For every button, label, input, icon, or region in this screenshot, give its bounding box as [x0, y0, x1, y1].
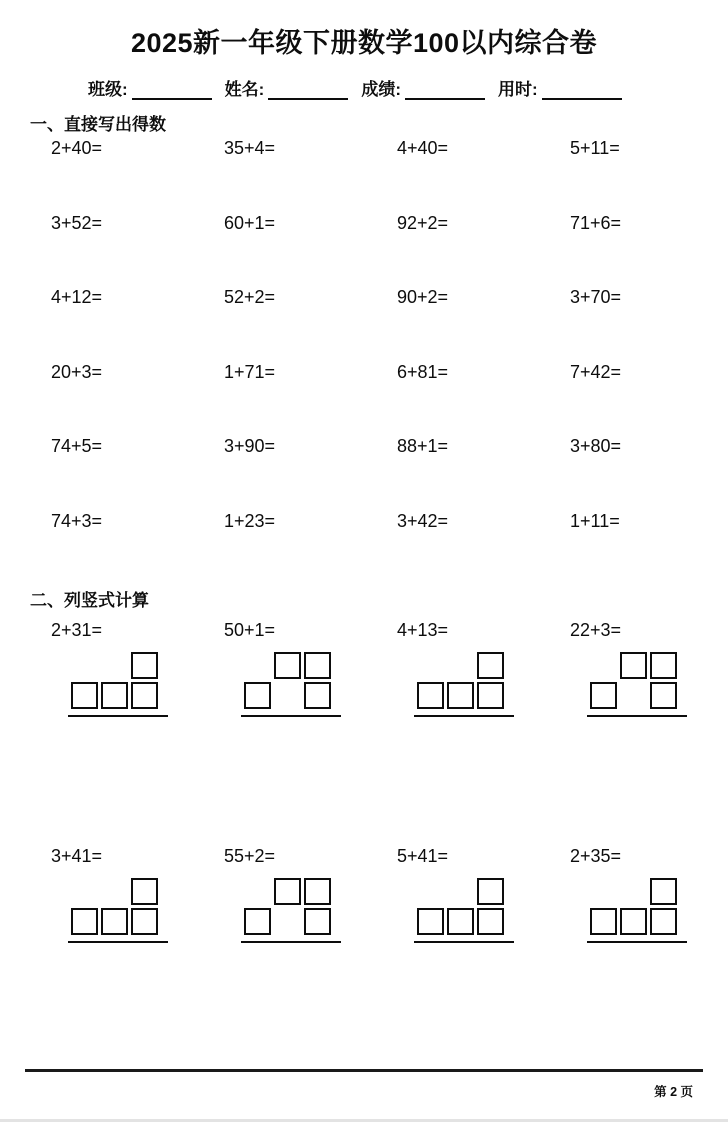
digit-box — [101, 908, 128, 935]
arithmetic-problem: 60+1= — [224, 212, 276, 233]
vertical-problem-label: 3+41= — [51, 846, 103, 866]
digit-box — [447, 682, 474, 709]
top-box-row — [244, 878, 397, 905]
vertical-form-problem — [397, 846, 570, 1072]
arithmetic-problem: 88+1= — [397, 436, 449, 457]
arithmetic-problem: 3+90= — [224, 436, 276, 457]
arithmetic-problem: 3+52= — [51, 212, 103, 233]
digit-box — [650, 682, 677, 709]
digit-box — [620, 652, 647, 679]
vertical-form-problem — [224, 620, 397, 846]
answer-boxes — [244, 652, 397, 709]
digit-box — [650, 878, 677, 905]
field-label: 姓名: — [224, 80, 265, 99]
top-box-row — [71, 878, 224, 905]
vertical-form-problem — [224, 846, 397, 1072]
vertical-form-problem — [51, 846, 224, 1072]
section1-heading: 一、直接写出得数 — [30, 115, 166, 134]
vertical-problem-label: 4+13= — [397, 620, 449, 640]
arithmetic-problem: 90+2= — [397, 287, 449, 308]
answer-boxes — [417, 878, 570, 935]
digit-box — [447, 908, 474, 935]
digit-box — [71, 682, 98, 709]
digit-box — [477, 652, 504, 679]
digit-box — [477, 908, 504, 935]
digit-box — [244, 908, 271, 935]
vertical-problem-label: 2+35= — [570, 846, 622, 866]
bottom-box-row — [590, 682, 728, 709]
arithmetic-problem: 92+2= — [397, 212, 449, 233]
digit-box — [71, 908, 98, 935]
vertical-form-problem — [51, 620, 224, 846]
digit-box — [590, 682, 617, 709]
blank-line — [405, 82, 485, 100]
digit-box — [417, 908, 444, 935]
top-box-row — [244, 652, 397, 679]
footer-rule — [25, 1069, 703, 1072]
answer-underline — [68, 941, 168, 943]
digit-box — [417, 682, 444, 709]
arithmetic-problem: 35+4= — [224, 138, 276, 158]
bottom-box-row — [590, 908, 728, 935]
field-label: 班级: — [88, 80, 128, 99]
arithmetic-problem: 3+80= — [570, 436, 622, 457]
arithmetic-problem: 1+71= — [224, 361, 276, 382]
digit-box — [131, 682, 158, 709]
blank-line — [542, 82, 622, 100]
vertical-problem-label: 50+1= — [224, 620, 276, 640]
section2-problems-grid — [51, 620, 728, 1072]
bottom-box-row — [244, 908, 397, 935]
arithmetic-problem: 4+12= — [51, 287, 103, 308]
bottom-box-row — [71, 682, 224, 709]
bottom-box-row — [417, 908, 570, 935]
digit-box — [274, 878, 301, 905]
digit-box — [477, 682, 504, 709]
digit-box — [304, 652, 331, 679]
digit-box — [101, 682, 128, 709]
bottom-box-row — [417, 682, 570, 709]
top-box-row — [417, 878, 570, 905]
answer-underline — [414, 715, 514, 717]
digit-box — [274, 652, 301, 679]
arithmetic-problem: 20+3= — [51, 361, 103, 382]
answer-underline — [241, 715, 341, 717]
arithmetic-problem: 3+70= — [570, 287, 622, 308]
digit-box — [590, 908, 617, 935]
vertical-form-problem — [397, 620, 570, 846]
answer-underline — [68, 715, 168, 717]
section1-problems-grid — [51, 138, 728, 586]
top-box-row — [417, 652, 570, 679]
arithmetic-problem: 2+40= — [51, 138, 103, 158]
answer-underline — [414, 941, 514, 943]
digit-box — [131, 652, 158, 679]
arithmetic-problem: 1+23= — [224, 510, 276, 531]
digit-box — [304, 908, 331, 935]
blank-line — [132, 82, 212, 100]
arithmetic-problem: 74+3= — [51, 510, 103, 531]
fill-in-field — [88, 80, 212, 100]
vertical-form-problem — [570, 846, 728, 1072]
arithmetic-problem: 3+42= — [397, 510, 449, 531]
header-fields — [88, 80, 635, 100]
blank-line — [268, 82, 348, 100]
digit-box — [650, 908, 677, 935]
page-title: 2025新一年级下册数学100以内综合卷 — [130, 28, 598, 58]
vertical-problem-label: 55+2= — [224, 846, 276, 866]
top-box-row — [590, 652, 728, 679]
vertical-problem-label: 2+31= — [51, 620, 103, 640]
digit-box — [477, 878, 504, 905]
fill-in-field — [225, 80, 349, 100]
arithmetic-problem: 71+6= — [570, 212, 622, 233]
fill-in-field — [361, 80, 485, 100]
arithmetic-problem: 4+40= — [397, 138, 449, 158]
digit-box — [304, 682, 331, 709]
answer-underline — [587, 941, 687, 943]
digit-box — [620, 908, 647, 935]
digit-box — [304, 878, 331, 905]
answer-boxes — [590, 878, 728, 935]
vertical-form-problem — [570, 620, 728, 846]
fill-in-field — [498, 80, 622, 100]
digit-box — [650, 652, 677, 679]
bottom-box-row — [244, 682, 397, 709]
arithmetic-problem: 1+11= — [570, 510, 620, 531]
answer-underline — [587, 715, 687, 717]
arithmetic-problem: 5+11= — [570, 138, 620, 158]
top-box-row — [590, 878, 728, 905]
answer-underline — [241, 941, 341, 943]
digit-box — [131, 908, 158, 935]
arithmetic-problem: 74+5= — [51, 436, 103, 457]
field-label: 用时: — [498, 80, 538, 99]
arithmetic-problem: 7+42= — [570, 361, 622, 382]
answer-boxes — [244, 878, 397, 935]
arithmetic-problem: 52+2= — [224, 287, 276, 308]
digit-box — [131, 878, 158, 905]
bottom-box-row — [71, 908, 224, 935]
answer-boxes — [71, 652, 224, 709]
digit-box — [244, 682, 271, 709]
vertical-problem-label: 5+41= — [397, 846, 449, 866]
vertical-problem-label: 22+3= — [570, 620, 622, 640]
field-label: 成绩: — [361, 80, 402, 99]
answer-boxes — [417, 652, 570, 709]
section2-heading: 二、列竖式计算 — [30, 591, 149, 610]
answer-boxes — [590, 652, 728, 709]
page-number: 第 2 页 — [654, 1085, 693, 1099]
answer-boxes — [71, 878, 224, 935]
top-box-row — [71, 652, 224, 679]
arithmetic-problem: 6+81= — [397, 361, 449, 382]
